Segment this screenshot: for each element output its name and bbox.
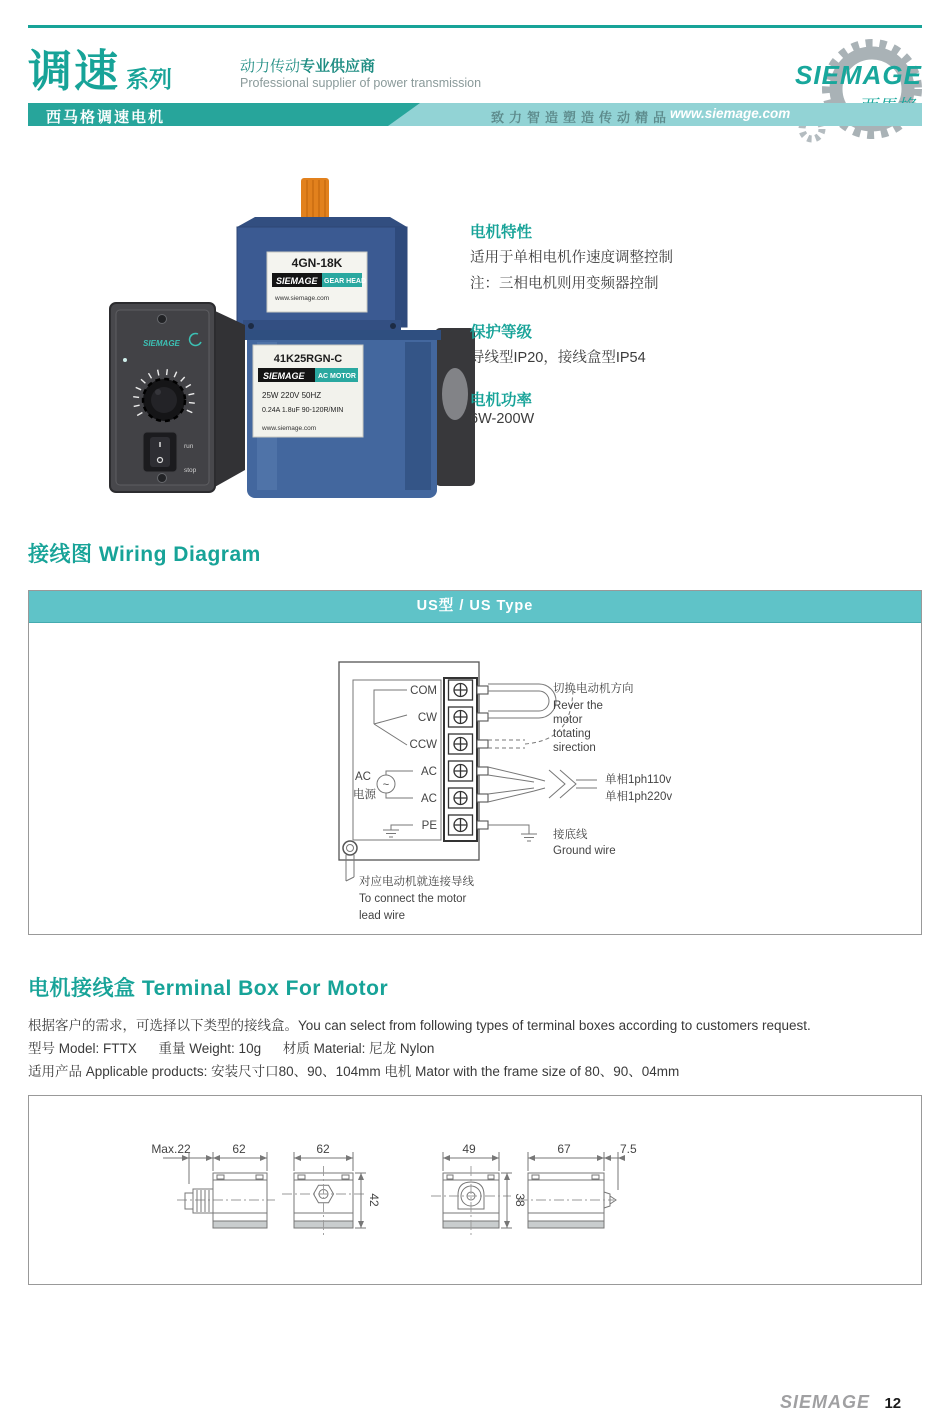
terminal-labels — [410, 685, 438, 832]
stop-label: stop — [184, 467, 197, 474]
lead-note-en2: lead wire — [359, 910, 406, 922]
motor-spec2: 0.24A 1.8uF 90-120R/MIN — [262, 407, 344, 414]
gearhead-brand: SIEMAGE — [276, 276, 318, 286]
terminal-label: AC — [421, 793, 437, 805]
controller-brand: SIEMAGE — [143, 339, 180, 348]
view-front-arch — [431, 1142, 527, 1236]
ac-wave: ~ — [382, 779, 390, 791]
motor-label — [253, 345, 363, 437]
run-label: run — [184, 443, 194, 450]
feature-line: 适用于单相电机作速度调整控制 — [470, 250, 673, 266]
spec-weight: 重量 Weight: 10g — [158, 1041, 262, 1056]
terminal-box-products: 适用产品 Applicable products: 安装尺寸口80、90、104mm 电机 Mator with the frame size of 80、90、04mm — [28, 1064, 680, 1079]
direction-note: 切换电动机方向 — [553, 683, 634, 695]
gearhead-model: 4GN-18K — [291, 256, 343, 270]
tagline-en: Professional supplier of power transmission — [240, 76, 482, 90]
tagline-cn-bold: 专业供应商 — [300, 58, 376, 75]
view-front-hex — [282, 1142, 381, 1236]
dim-49: 49 — [462, 1142, 476, 1156]
controller-rear-body — [435, 328, 475, 486]
tagline — [240, 55, 375, 76]
power-cable — [488, 767, 597, 802]
speed-controller-illustration — [110, 303, 245, 492]
feature-line: 导线型IP20，接线盒型IP54 — [470, 350, 646, 366]
dim-38: 38 — [513, 1193, 527, 1207]
motor-brand: SIEMAGE — [263, 371, 305, 381]
dim-62a: 62 — [232, 1142, 246, 1156]
pe-inner-ground — [383, 825, 413, 837]
wiring-box — [28, 590, 922, 935]
ac-label: AC — [355, 771, 371, 783]
phase-note-110v: 单相1ph110v — [605, 774, 672, 786]
motor-type: AC MOTOR — [318, 373, 356, 380]
feature-title-protection: 保护等级 — [470, 324, 533, 341]
direction-note: totating — [553, 728, 591, 740]
terminal-label: CW — [417, 712, 437, 724]
header-bar-product: 西马格调速电机 — [46, 109, 166, 126]
feature-line: 6W-200W — [470, 411, 535, 427]
page-number: 12 — [884, 1395, 902, 1412]
terminal-label: AC — [421, 766, 437, 778]
feature-line: 注：三相电机则用变频器控制 — [470, 276, 659, 292]
feature-title-characteristics: 电机特性 — [470, 224, 533, 241]
gearhead-type: GEAR HEAD — [324, 278, 367, 285]
spec-model: 型号 Model: FTTX — [28, 1041, 137, 1056]
dim-7-5: 7.5 — [620, 1142, 637, 1156]
footer — [780, 1392, 901, 1413]
product-photo — [105, 170, 475, 505]
feature-title-power: 电机功率 — [470, 392, 533, 409]
ac-source-symbol — [377, 771, 413, 798]
us-type-header: US型 / US Type — [29, 591, 921, 623]
outer-ground — [488, 825, 537, 841]
ground-note-cn: 接底线 — [553, 829, 588, 841]
series-title-block — [28, 47, 172, 96]
spec-material: 材质 Material: 尼龙 Nylon — [282, 1041, 435, 1056]
direction-note: sirection — [553, 742, 596, 754]
motor-spec1: 25W 220V 50HZ — [262, 391, 322, 400]
dimension-drawings-box — [28, 1095, 922, 1285]
controller-inner-outline — [353, 680, 441, 840]
power-led — [123, 358, 127, 362]
terminal-box-specs — [28, 1037, 914, 1060]
wiring-section-heading: 接线图 Wiring Diagram — [28, 543, 261, 566]
ac-label-cn: 电源 — [353, 789, 376, 801]
tagline-cn-regular: 动力传动 — [240, 58, 301, 75]
lead-note-cn: 对应电动机就连接导线 — [359, 876, 474, 888]
footer-brand: SIEMAGE — [780, 1392, 871, 1412]
phase-note-220v: 单相1ph220v — [605, 791, 673, 803]
potentiometer-symbol — [374, 690, 407, 745]
dim-67: 67 — [557, 1142, 571, 1156]
dim-62b: 62 — [316, 1142, 330, 1156]
brand-wordmark: SIEMAGE — [795, 60, 922, 90]
series-title: 调速 — [28, 47, 120, 96]
header-bar-url: www.siemage.com — [670, 106, 791, 121]
terminal-box-heading: 电机接线盒 Terminal Box For Motor — [28, 977, 389, 1000]
series-subtitle: 系列 — [126, 66, 172, 92]
ground-note-en: Ground wire — [553, 845, 616, 857]
terminal-label: PE — [421, 820, 437, 832]
wiring-diagram — [29, 623, 921, 936]
lead-note-en1: To connect the motor — [359, 893, 467, 905]
header-bar — [28, 103, 922, 126]
direction-note: motor — [553, 714, 583, 726]
view-gland-side — [151, 1142, 275, 1228]
gearhead-label — [267, 252, 367, 312]
header-bar-slogan: 致力智造塑造传动精品 — [491, 110, 672, 125]
terminal-box-paragraphs — [28, 1014, 914, 1083]
view-long-side — [518, 1142, 637, 1228]
terminal-label: COM — [410, 685, 437, 697]
terminal-label: CCW — [409, 739, 437, 751]
terminal-box-desc: 根据客户的需求，可选择以下类型的接线盒。You can select from following types of terminal boxes according to customers request. — [28, 1018, 811, 1033]
direction-note: Rever the — [553, 700, 603, 712]
dim-42: 42 — [367, 1193, 381, 1207]
gear-motor-illustration — [237, 178, 441, 498]
lead-bushing — [343, 841, 357, 881]
top-rule — [28, 25, 922, 28]
gearhead-site: www.siemage.com — [275, 295, 330, 302]
motor-model: 41K25RGN-C — [273, 353, 343, 365]
dim-max22: Max.22 — [151, 1142, 191, 1156]
dimension-drawings — [29, 1096, 921, 1284]
motor-site: www.siemage.com — [262, 425, 317, 432]
